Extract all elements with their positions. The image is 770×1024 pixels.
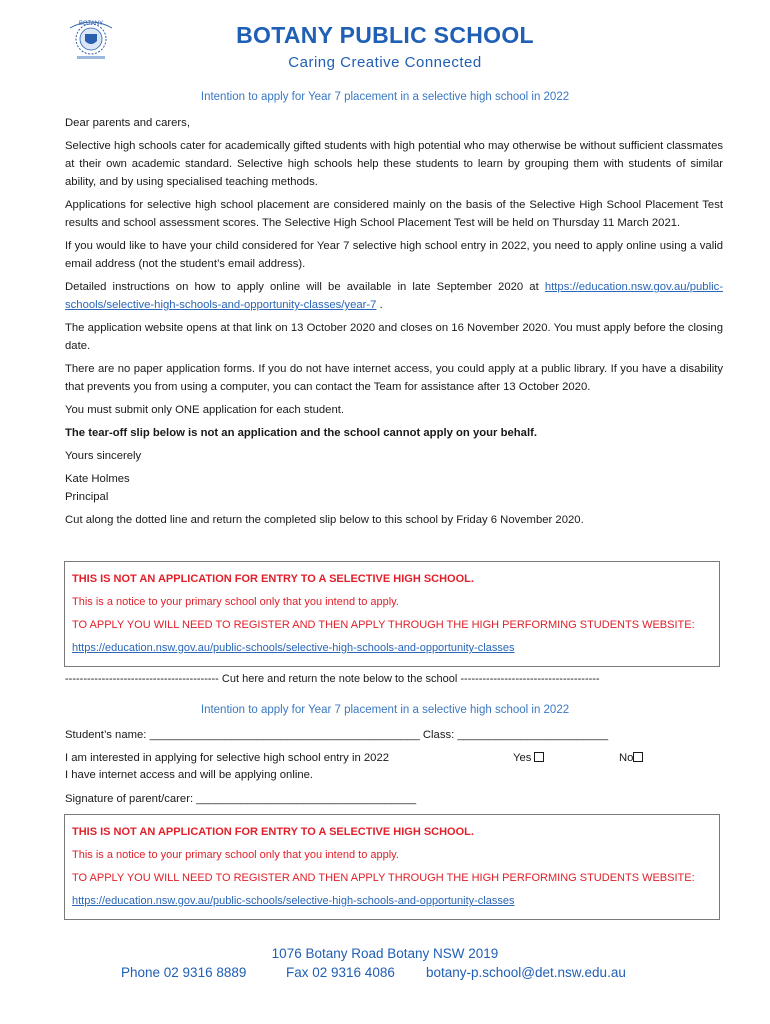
yes-label: Yes (513, 752, 532, 764)
school-motto: Caring Creative Connected (288, 54, 482, 71)
letter-body (65, 114, 723, 534)
notice-line-2: TO APPLY YOU WILL NEED TO REGISTER AND THEN APPLY THROUGH THE HIGH PERFORMING STUDENTS WEBSITE: (72, 619, 695, 631)
paragraph-1: Selective high schools cater for academically gifted students with high potential who may otherwise be without sufficient classmates at their own academic standard. Selective high schools help these students to learn by grouping them with students of similar ability, and by using specialised teaching methods. (65, 140, 723, 188)
interest-row (65, 750, 723, 767)
footer-email[interactable]: botany-p.school@det.nsw.edu.au (426, 965, 626, 980)
cut-line: ------------------------------------------ Cut here and return the note below to the school -------------------------------------- (65, 673, 600, 685)
notice-line-2: TO APPLY YOU WILL NEED TO REGISTER AND THEN APPLY THROUGH THE HIGH PERFORMING STUDENTS WEBSITE: (72, 872, 695, 884)
notice-box-1 (64, 561, 720, 667)
slip-heading: Intention to apply for Year 7 placement in a selective high school in 2022 (200, 704, 570, 716)
closing: Yours sincerely (65, 450, 142, 462)
no-label: No (619, 752, 634, 764)
notice-line-1: This is a notice to your primary school only that you intend to apply. (72, 849, 399, 861)
yes-option[interactable] (513, 750, 544, 767)
yes-checkbox[interactable] (534, 752, 544, 762)
footer-phone: Phone 02 9316 8889 (121, 965, 247, 980)
notice-link[interactable]: https://education.nsw.gov.au/public-schools/selective-high-schools-and-opportunity-classes (72, 895, 515, 907)
year7-instructions-link[interactable]: https://education.nsw.gov.au/public-schools/selective-high-schools-and-opportunity-classes/year-7 (65, 281, 724, 311)
cut-instruction: Cut along the dotted line and return the completed slip below to this school by Friday 6 November 2020. (65, 514, 584, 526)
notice-link[interactable]: https://education.nsw.gov.au/public-schools/selective-high-schools-and-opportunity-classes (72, 642, 515, 654)
notice-box-2 (64, 814, 720, 920)
notice-line-1: This is a notice to your primary school only that you intend to apply. (72, 596, 399, 608)
crest-text: BOTANY (78, 21, 104, 27)
signature-field[interactable]: Signature of parent/carer: ___________________________________ (65, 793, 417, 805)
salutation: Dear parents and carers, (65, 117, 190, 129)
footer-address: 1076 Botany Road Botany NSW 2019 (271, 946, 499, 961)
no-checkbox[interactable] (633, 752, 643, 762)
signer-title: Principal (65, 491, 109, 503)
interest-text: I am interested in applying for selective high school entry in 2022 (65, 752, 390, 764)
internet-text: I have internet access and will be applying online. (65, 769, 314, 781)
paragraph-7: You must submit only ONE application for each student. (65, 404, 345, 416)
paragraph-4-text: Detailed instructions on how to apply online will be available in late September 2020 at (65, 281, 539, 293)
footer-fax: Fax 02 9316 4086 (286, 965, 395, 980)
paragraph-4 (65, 278, 723, 314)
student-name-field[interactable]: Student’s name: ___________________________________________ Class: ________________________ (65, 729, 609, 741)
letter-heading: Intention to apply for Year 7 placement in a selective high school in 2022 (200, 91, 570, 103)
paragraph-3: If you would like to have your child considered for Year 7 selective high school entry in 2022, you need to apply online using a valid email address (not the student’s email address). (65, 240, 723, 270)
paragraph-4-suffix: . (376, 299, 383, 311)
no-option[interactable] (619, 750, 643, 767)
paragraph-8: The tear-off slip below is not an application and the school cannot apply on your behalf. (65, 427, 537, 439)
paragraph-6: There are no paper application forms. If you do not have internet access, you could apply at a public library. If you have a disability that prevents you from using a computer, you can contact the Team for assistance after 13 October 2020. (65, 363, 723, 393)
notice-title: THIS IS NOT AN APPLICATION FOR ENTRY TO A SELECTIVE HIGH SCHOOL. (72, 826, 474, 838)
paragraph-5: The application website opens at that link on 13 October 2020 and closes on 16 November 2020. You must apply before the closing date. (65, 322, 723, 352)
notice-title: THIS IS NOT AN APPLICATION FOR ENTRY TO A SELECTIVE HIGH SCHOOL. (72, 573, 474, 585)
school-name: BOTANY PUBLIC SCHOOL (236, 22, 534, 48)
signer-name: Kate Holmes (65, 473, 130, 485)
paragraph-2: Applications for selective high school placement are considered mainly on the basis of the Selective High School Placement Test results and school assessment scores. The Selective High School Placement Test will be held on Thursday 11 March 2021. (65, 199, 723, 229)
